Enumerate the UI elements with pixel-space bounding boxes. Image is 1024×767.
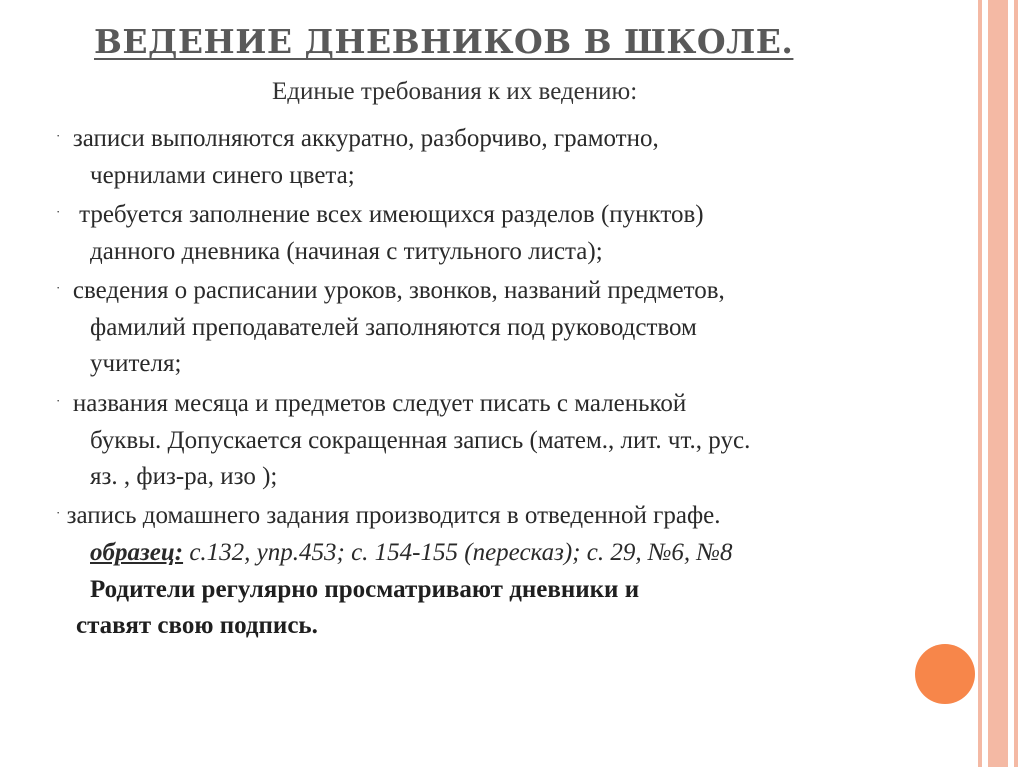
slide-title: ВЕДЕНИЕ ДНЕВНИКОВ В ШКОЛЕ. [94,22,794,61]
decorative-circle-icon [915,644,975,704]
conclusion-text [76,572,910,644]
slide-subtitle: Единые требования к их ведению: [272,78,638,105]
list-item [56,270,956,383]
list-item-text: сведения о расписании уроков, звонков, названий предметов, [72,277,725,304]
list-item [56,495,956,571]
example-text: с.132, упр.453; с. 154-155 (пересказ); с. 29, №6, №8 [183,538,733,566]
bullet-icon: · [56,280,61,295]
bullet-icon: · [56,393,61,408]
bullet-icon: · [56,204,61,219]
list-item [56,194,956,270]
bullet-icon: · [56,128,61,143]
list-item-text: запись домашнего задания производится в отведенной графе. [66,502,721,529]
list-item-text: учителя; [90,350,182,377]
list-item-text: данного дневника (начиная с титульного листа); [90,237,603,265]
example-label: образец: [90,538,184,566]
stripe-wide [988,0,1008,767]
decorative-side-stripes [978,0,1024,767]
list-item [56,383,956,496]
conclusion-line: Родители регулярно просматривают дневники и [90,576,640,603]
bullet-icon: · [56,505,61,520]
stripe-thin-right [1014,0,1018,767]
list-item-text: фамилий преподавателей заполняются под руководством [90,313,697,341]
list-item-text: чернилами синего цвета; [90,161,355,189]
list-item [56,118,956,194]
example-line [56,535,956,572]
list-item-text: требуется заполнение всех имеющихся разделов (пунктов) [79,201,704,228]
stripe-thin-left [978,0,982,767]
list-item-text: яз. , физ-ра, изо ); [90,463,278,490]
list-item-text: названия месяца и предметов следует писать с маленькой [72,390,687,417]
conclusion-line: ставят свою подпись. [76,612,318,639]
list-item-text: буквы. Допускается сокращенная запись (матем., лит. чт., рус. [90,426,751,454]
list-item-text: записи выполняются аккуратно, разборчиво, грамотно, [72,125,659,152]
